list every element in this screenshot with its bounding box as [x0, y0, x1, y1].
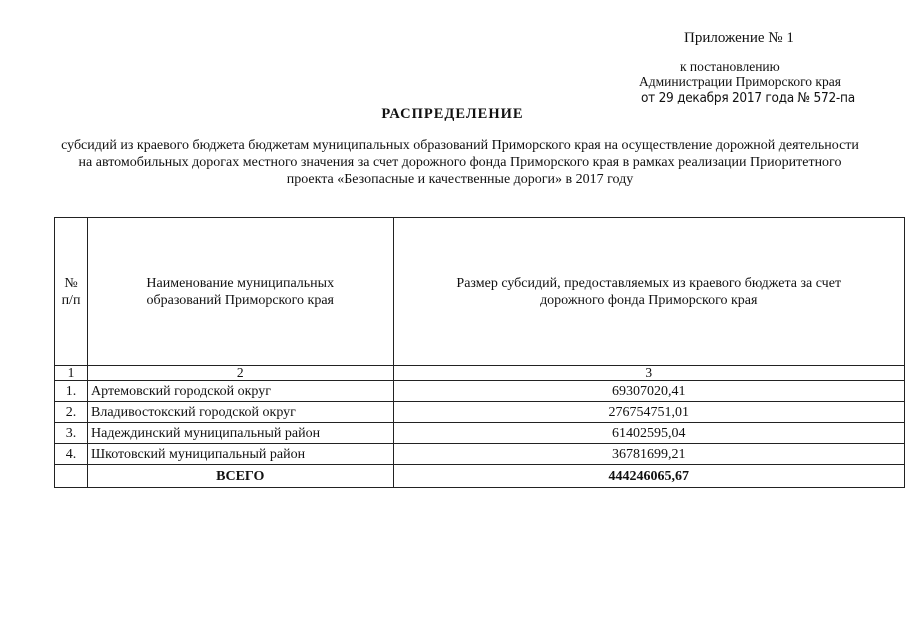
header-amount: Размер субсидий, предоставляемых из краевого бюджета за счет дорожного фонда Приморского края	[393, 218, 905, 366]
row-municipality: Шкотовский муниципальный район	[88, 444, 393, 465]
document-subtitle: субсидий из краевого бюджета бюджетам муниципальных образований Приморского края на осуществление дорожной деятельности на автомобильных дорогах местного значения за счет дорожного фонда Приморского края в рамках реализации Приоритетного проекта «Безопасные и качественные дороги» в 2017 году	[61, 138, 859, 187]
row-municipality: Надеждинский муниципальный район	[88, 423, 393, 444]
row-municipality: Артемовский городской округ	[88, 381, 393, 402]
resolution-date-number: от 29 декабря 2017 года № 572-па	[641, 90, 855, 106]
row-num: 1.	[55, 381, 88, 402]
total-amount: 444246065,67	[393, 465, 905, 488]
row-amount: 276754751,01	[393, 402, 905, 423]
table-row	[55, 423, 905, 444]
total-num	[55, 465, 88, 488]
row-amount: 69307020,41	[393, 381, 905, 402]
header-name: Наименование муниципальных образований Приморского края	[88, 218, 393, 366]
row-num: 2.	[55, 402, 88, 423]
total-label: ВСЕГО	[88, 465, 393, 488]
resolution-issuer: Администрации Приморского края	[639, 74, 841, 89]
table-row	[55, 402, 905, 423]
row-num: 4.	[55, 444, 88, 465]
appendix-title: Приложение № 1	[684, 30, 794, 46]
total-row	[55, 465, 905, 488]
row-num: 3.	[55, 423, 88, 444]
column-number-3: 3	[393, 366, 905, 381]
column-number-row	[55, 366, 905, 381]
subsidy-distribution-table	[54, 217, 905, 488]
row-municipality: Владивостокский городской округ	[88, 402, 393, 423]
table-row	[55, 444, 905, 465]
row-amount: 36781699,21	[393, 444, 905, 465]
resolution-reference: к постановлению	[680, 59, 780, 74]
row-amount: 61402595,04	[393, 423, 905, 444]
table-header-row	[55, 218, 905, 366]
header-num: № п/п	[55, 218, 88, 366]
document-heading: РАСПРЕДЕЛЕНИЕ	[381, 106, 524, 122]
column-number-1: 1	[55, 366, 88, 381]
column-number-2: 2	[88, 366, 393, 381]
table-row	[55, 381, 905, 402]
